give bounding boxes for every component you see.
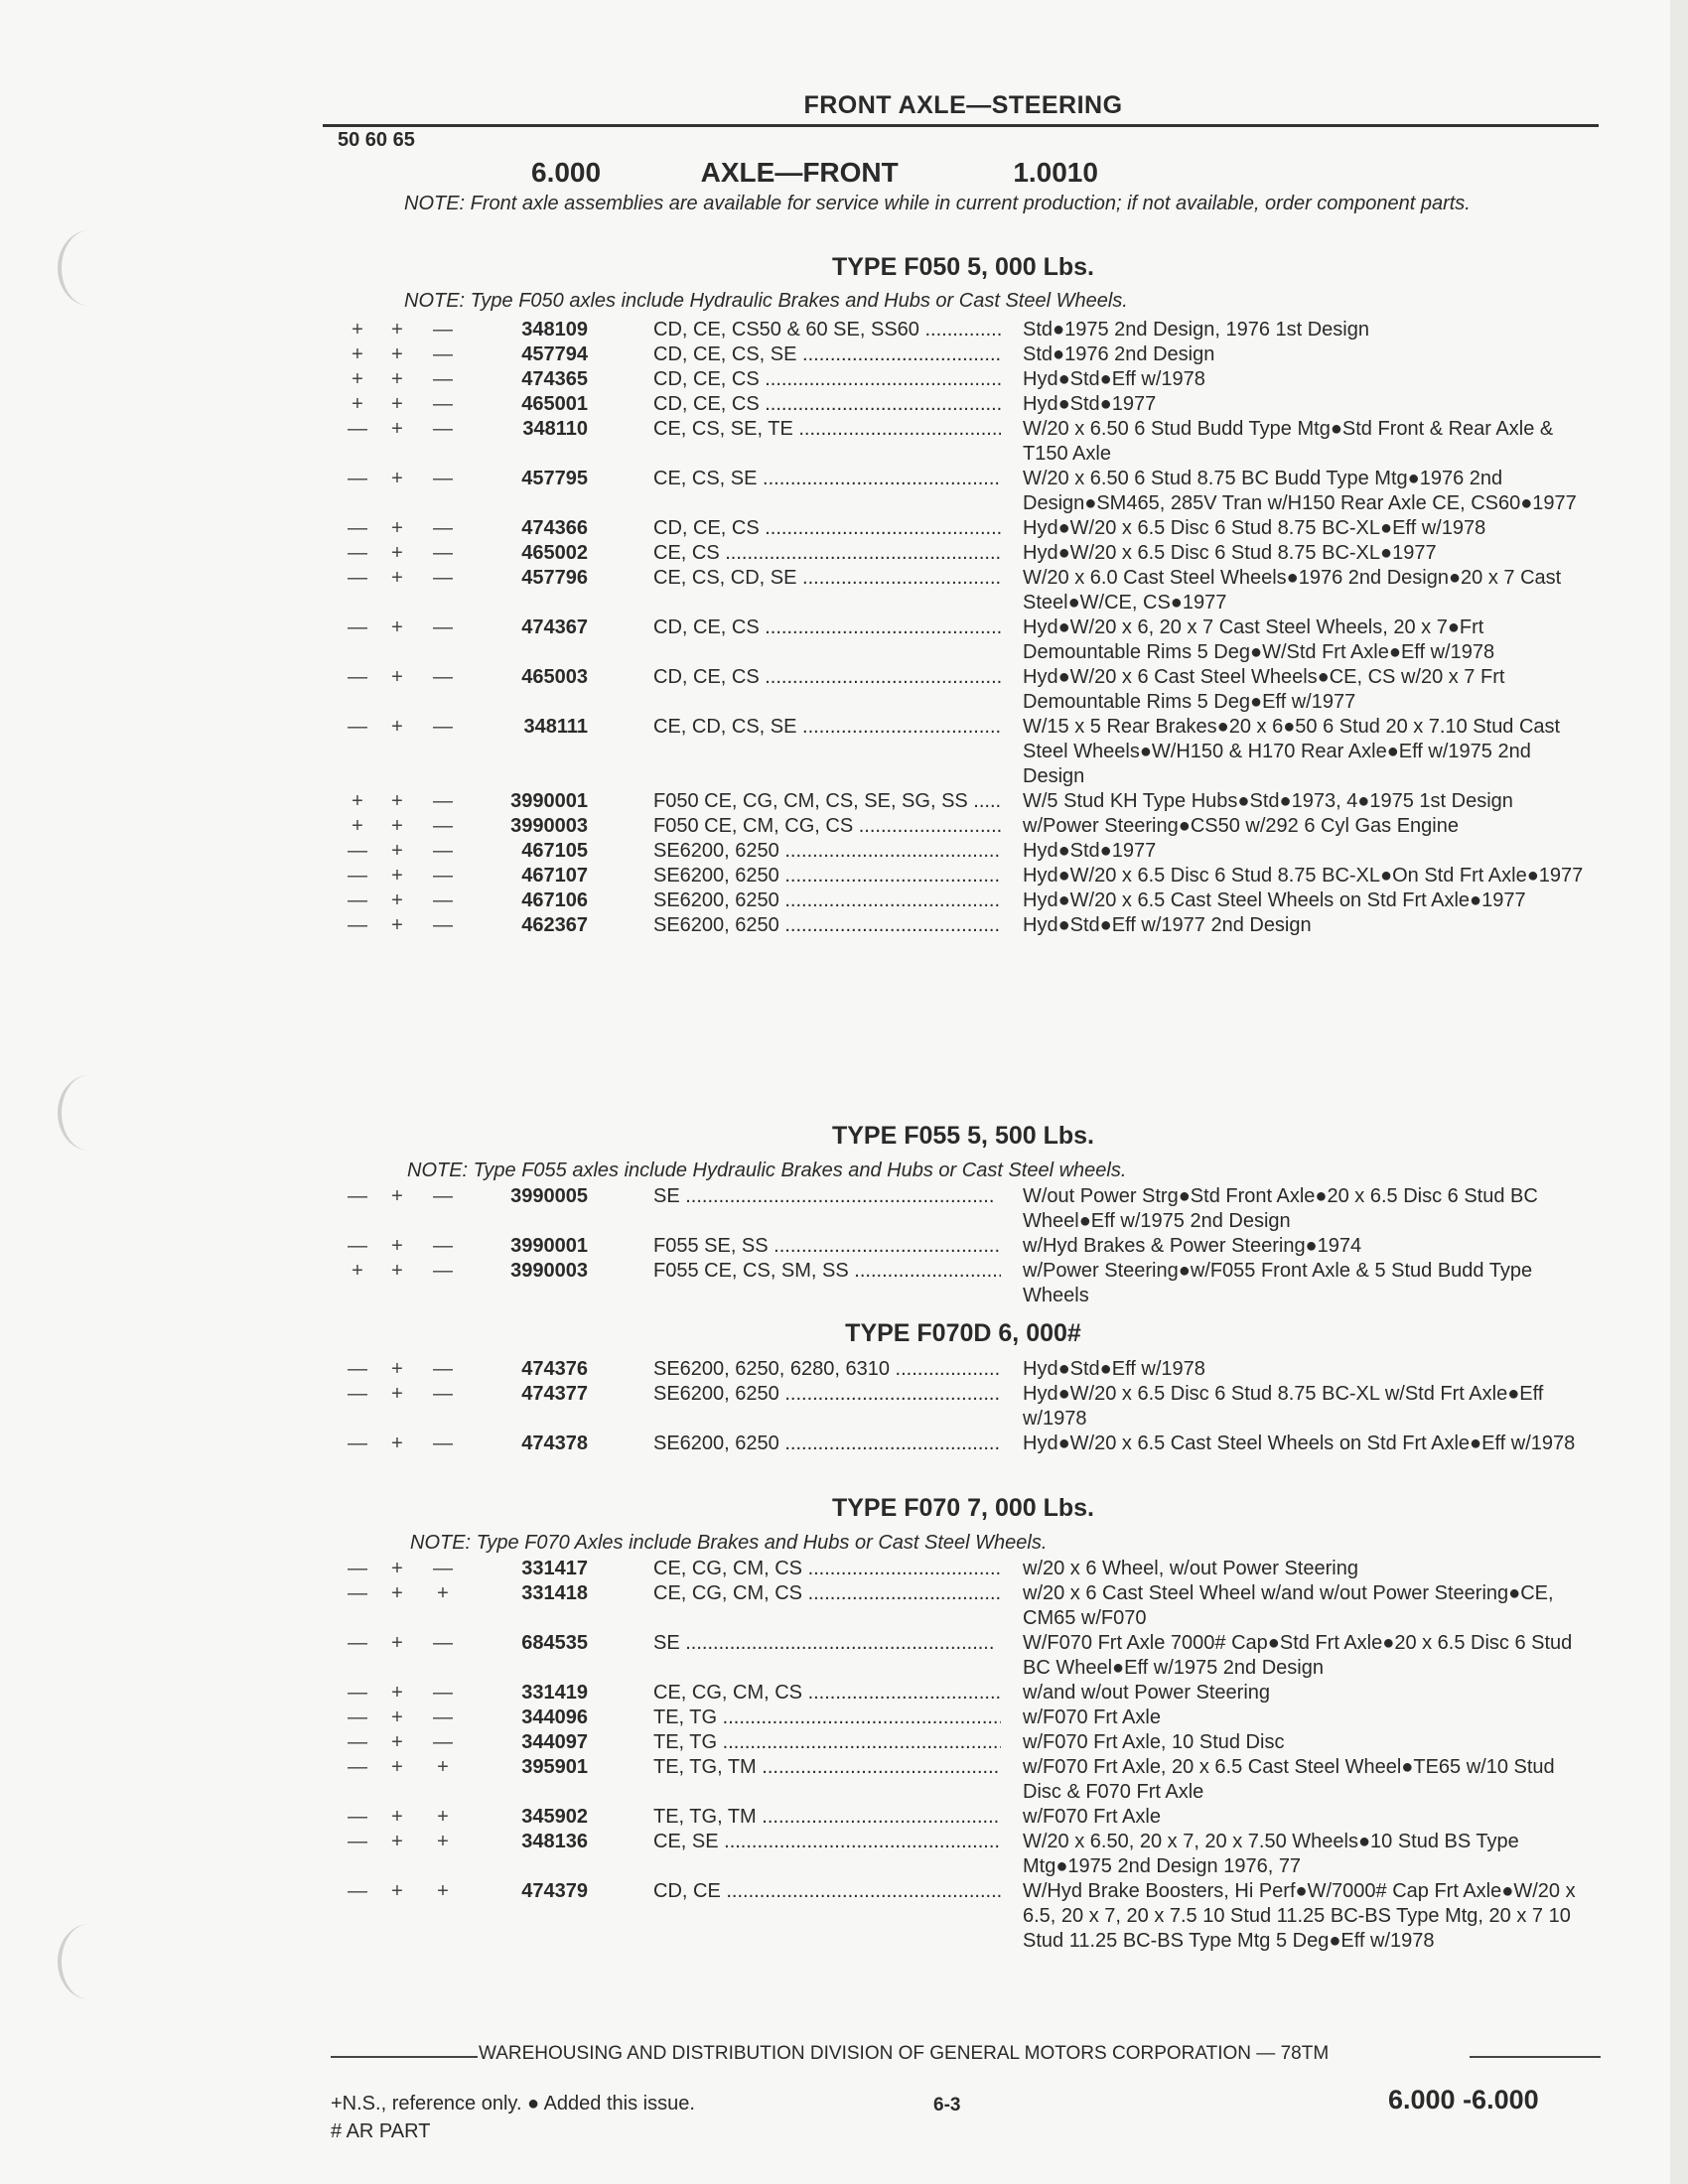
status-symbol: + <box>391 567 403 589</box>
parts-list-f070 <box>0 1557 1688 1954</box>
status-symbol: — <box>348 1806 367 1828</box>
table-row <box>0 1557 1688 1581</box>
model-codes: TE, TG, TM ..... <box>653 1805 1001 1830</box>
model-codes: SE6200, 6250 ..... <box>653 864 1001 888</box>
status-symbol: + <box>391 542 403 564</box>
intro-note: NOTE: Front axle assemblies are available for service while in current production; if not available, order component parts. <box>404 193 1471 214</box>
part-description: Hyd●Std●1977 <box>1023 840 1157 862</box>
part-number: 474365 <box>521 368 588 390</box>
part-description: Hyd●W/20 x 6, 20 x 7 Cast Steel Wheels, 20 x 7●Frt Demountable Rims 5 Deg●W/Std Frt Axle●Eff w/1978 <box>1023 616 1495 663</box>
part-number: 3990005 <box>510 1185 588 1207</box>
footer-rule-right <box>1470 2056 1601 2058</box>
part-number: 457795 <box>521 468 588 489</box>
status-symbol: + <box>391 914 403 936</box>
table-row <box>0 1730 1688 1755</box>
status-symbol: — <box>348 914 367 936</box>
part-description: W/20 x 6.0 Cast Steel Wheels●1976 2nd Design●20 x 7 Cast Steel●W/CE, CS●1977 <box>1023 567 1562 614</box>
status-symbol: — <box>433 1358 453 1380</box>
part-number: 3990003 <box>510 815 588 837</box>
model-codes: CD, CE ..... <box>653 1879 1001 1904</box>
group-title: TYPE F050 5, 000 Lbs. <box>831 253 1094 281</box>
part-description: w/20 x 6 Wheel, w/out Power Steering <box>1023 1558 1358 1579</box>
part-description: w/F070 Frt Axle, 10 Stud Disc <box>1023 1731 1285 1753</box>
status-symbol: — <box>433 1706 453 1728</box>
table-row <box>0 1357 1688 1382</box>
status-symbol: — <box>348 542 367 564</box>
part-description: w/F070 Frt Axle <box>1023 1806 1161 1828</box>
part-number: 331417 <box>521 1558 588 1579</box>
part-description: w/Hyd Brakes & Power Steering●1974 <box>1023 1235 1362 1257</box>
status-symbol: + <box>391 1880 403 1902</box>
table-row <box>0 615 1688 665</box>
status-symbol: + <box>391 1806 403 1828</box>
part-number: 474378 <box>521 1433 588 1454</box>
status-symbol: — <box>348 1756 367 1778</box>
status-symbol: + <box>391 418 403 440</box>
part-description: Hyd●Std●Eff w/1978 <box>1023 368 1205 390</box>
part-description: w/F070 Frt Axle <box>1023 1706 1161 1728</box>
part-description: Hyd●W/20 x 6 Cast Steel Wheels●CE, CS w/20 x 7 Frt Demountable Rims 5 Deg●Eff w/1977 <box>1023 666 1505 713</box>
status-symbol: + <box>391 790 403 812</box>
status-symbol: + <box>391 1358 403 1380</box>
part-number: 465001 <box>521 393 588 415</box>
status-symbol: + <box>391 1582 403 1604</box>
status-symbol: — <box>348 1632 367 1654</box>
table-row <box>0 1184 1688 1234</box>
status-symbol: — <box>348 1706 367 1728</box>
status-symbol: — <box>348 616 367 638</box>
model-codes: CD, CE, CS ..... <box>653 392 1001 417</box>
status-symbol: + <box>391 666 403 688</box>
model-codes: CE, CD, CS, SE ..... <box>653 715 1001 740</box>
group-title: TYPE F055 5, 500 Lbs. <box>831 1122 1094 1150</box>
part-number: 474379 <box>521 1880 588 1902</box>
part-number: 331418 <box>521 1582 588 1604</box>
model-codes: CD, CE, CS ..... <box>653 615 1001 640</box>
model-codes: SE6200, 6250 ..... <box>653 1432 1001 1456</box>
table-row <box>0 1234 1688 1259</box>
part-number: 465003 <box>521 666 588 688</box>
part-description: w/and w/out Power Steering <box>1023 1682 1271 1704</box>
status-symbol: — <box>433 616 453 638</box>
status-symbol: + <box>391 1756 403 1778</box>
status-symbol: + <box>391 889 403 911</box>
status-symbol: — <box>348 418 367 440</box>
model-codes: CE, CS, SE, TE ..... <box>653 417 1001 442</box>
status-symbol: — <box>433 468 453 489</box>
table-row <box>0 1706 1688 1730</box>
part-number: 467107 <box>521 865 588 887</box>
part-number: 467106 <box>521 889 588 911</box>
model-codes: F050 CE, CG, CM, CS, SE, SG, SS ..... <box>653 789 1001 814</box>
part-description: Hyd●W/20 x 6.5 Disc 6 Stud 8.75 BC-XL●Eff w/1978 <box>1023 517 1486 539</box>
header-rule <box>323 124 1599 127</box>
status-symbol: + <box>352 790 363 812</box>
model-codes: CE, CG, CM, CS ..... <box>653 1581 1001 1606</box>
status-symbol: + <box>352 343 363 365</box>
table-row <box>0 566 1688 615</box>
status-symbol: — <box>433 1558 453 1579</box>
model-codes: TE, TG ..... <box>653 1706 1001 1730</box>
status-symbol: — <box>433 1383 453 1405</box>
part-number: 3990003 <box>510 1260 588 1282</box>
status-symbol: — <box>433 666 453 688</box>
table-row <box>0 814 1688 839</box>
status-symbol: + <box>391 343 403 365</box>
part-description: W/20 x 6.50 6 Stud 8.75 BC Budd Type Mtg●1976 2nd Design●SM465, 285V Tran w/H150 Rear Axle CE, CS60●1977 <box>1023 468 1577 514</box>
table-row <box>0 342 1688 367</box>
table-row <box>0 516 1688 541</box>
status-symbol: — <box>433 368 453 390</box>
table-row <box>0 1382 1688 1432</box>
part-number: 3990001 <box>510 1235 588 1257</box>
part-description: Std●1976 2nd Design <box>1023 343 1215 365</box>
model-codes: SE6200, 6250 ..... <box>653 839 1001 864</box>
status-symbol: — <box>433 1235 453 1257</box>
section-range: 6.000 -6.000 <box>1388 2085 1539 2115</box>
binder-hole-1 <box>58 230 121 306</box>
part-number: 344096 <box>521 1706 588 1728</box>
part-description: w/20 x 6 Cast Steel Wheel w/and w/out Power Steering●CE, CM65 w/F070 <box>1023 1582 1554 1629</box>
part-description: W/15 x 5 Rear Brakes●20 x 6●50 6 Stud 20 x 7.10 Stud Cast Steel Wheels●W/H150 & H170 Rear Axle●Eff w/1975 2nd Design <box>1023 716 1561 787</box>
status-symbol: + <box>391 368 403 390</box>
section-heading <box>531 157 1098 189</box>
part-number: 474377 <box>521 1383 588 1405</box>
status-symbol: — <box>348 1831 367 1852</box>
model-codes: SE6200, 6250 ..... <box>653 913 1001 938</box>
status-symbol: + <box>391 815 403 837</box>
status-symbol: + <box>391 393 403 415</box>
status-symbol: — <box>433 542 453 564</box>
status-symbol: — <box>433 790 453 812</box>
part-number: 467105 <box>521 840 588 862</box>
status-symbol: — <box>433 343 453 365</box>
model-series: 50 60 65 <box>338 129 415 151</box>
model-codes: SE ..... <box>653 1184 1001 1209</box>
part-description: w/Power Steering●CS50 w/292 6 Cyl Gas Engine <box>1023 815 1459 837</box>
part-description: Hyd●W/20 x 6.5 Disc 6 Stud 8.75 BC-XL w/Std Frt Axle●Eff w/1978 <box>1023 1383 1544 1430</box>
table-row <box>0 392 1688 417</box>
status-symbol: + <box>391 1682 403 1704</box>
status-symbol: — <box>348 468 367 489</box>
model-codes: TE, TG, TM ..... <box>653 1755 1001 1780</box>
status-symbol: + <box>391 840 403 862</box>
status-symbol: — <box>348 1383 367 1405</box>
status-symbol: + <box>352 815 363 837</box>
parts-list-f070d <box>0 1357 1688 1456</box>
status-symbol: — <box>348 865 367 887</box>
status-symbol: — <box>348 1235 367 1257</box>
model-codes: TE, TG ..... <box>653 1730 1001 1755</box>
status-symbol: + <box>391 865 403 887</box>
status-symbol: + <box>391 1706 403 1728</box>
status-symbol: + <box>391 1433 403 1454</box>
status-symbol: — <box>348 1682 367 1704</box>
model-codes: CD, CE, CS ..... <box>653 367 1001 392</box>
part-description: Hyd●W/20 x 6.5 Cast Steel Wheels on Std Frt Axle●Eff w/1978 <box>1023 1433 1576 1454</box>
status-symbol: + <box>391 1632 403 1654</box>
table-row <box>0 715 1688 789</box>
group-note: NOTE: Type F070 Axles include Brakes and Hubs or Cast Steel Wheels. <box>410 1532 1048 1554</box>
part-number: 457794 <box>521 343 588 365</box>
status-symbol: + <box>391 1731 403 1753</box>
part-description: W/20 x 6.50 6 Stud Budd Type Mtg●Std Front & Rear Axle & T150 Axle <box>1023 418 1554 465</box>
table-row <box>0 913 1688 938</box>
table-row <box>0 839 1688 864</box>
model-codes: CD, CE, CS, SE ..... <box>653 342 1001 367</box>
status-symbol: + <box>391 1558 403 1579</box>
section-code: 1.0010 <box>1013 157 1098 188</box>
status-symbol: — <box>348 889 367 911</box>
status-symbol: + <box>391 1235 403 1257</box>
table-row <box>0 1755 1688 1805</box>
page-title: FRONT AXLE—STEERING <box>803 91 1123 119</box>
part-description: W/F070 Frt Axle 7000# Cap●Std Frt Axle●20 x 6.5 Disc 6 Stud BC Wheel●Eff w/1975 2nd Design <box>1023 1632 1573 1679</box>
group-title: TYPE F070 7, 000 Lbs. <box>831 1494 1094 1522</box>
status-symbol: + <box>391 1185 403 1207</box>
part-description: W/5 Stud KH Type Hubs●Std●1973, 4●1975 1st Design <box>1023 790 1513 812</box>
table-row <box>0 789 1688 814</box>
model-codes: CE, SE ..... <box>653 1830 1001 1854</box>
part-number: 345902 <box>521 1806 588 1828</box>
status-symbol: — <box>433 1185 453 1207</box>
footer-legend: +N.S., reference only. ● Added this issue. <box>331 2093 695 2115</box>
table-row <box>0 467 1688 516</box>
status-symbol: + <box>391 1383 403 1405</box>
status-symbol: + <box>391 319 403 341</box>
part-description: Hyd●W/20 x 6.5 Cast Steel Wheels on Std Frt Axle●1977 <box>1023 889 1526 911</box>
status-symbol: — <box>433 393 453 415</box>
status-symbol: — <box>433 716 453 738</box>
status-symbol: — <box>348 666 367 688</box>
status-symbol: + <box>352 319 363 341</box>
part-description: W/20 x 6.50, 20 x 7, 20 x 7.50 Wheels●10 Stud BS Type Mtg●1975 2nd Design 1976, 77 <box>1023 1831 1519 1877</box>
table-row <box>0 417 1688 467</box>
model-codes: CE, CS ..... <box>653 541 1001 566</box>
model-codes: F055 CE, CS, SM, SS ..... <box>653 1259 1001 1284</box>
part-number: 3990001 <box>510 790 588 812</box>
table-row <box>0 318 1688 342</box>
model-codes: SE ..... <box>653 1631 1001 1656</box>
part-number: 465002 <box>521 542 588 564</box>
part-number: 684535 <box>521 1632 588 1654</box>
group-title: TYPE F070D 6, 000# <box>845 1319 1081 1347</box>
part-number: 331419 <box>521 1682 588 1704</box>
status-symbol: + <box>391 1831 403 1852</box>
status-symbol: + <box>391 716 403 738</box>
status-symbol: — <box>433 1260 453 1282</box>
part-description: Hyd●Std●Eff w/1978 <box>1023 1358 1205 1380</box>
part-description: w/Power Steering●w/F055 Front Axle & 5 Stud Budd Type Wheels <box>1023 1260 1533 1306</box>
status-symbol: — <box>433 889 453 911</box>
table-row <box>0 665 1688 715</box>
status-symbol: — <box>348 567 367 589</box>
model-codes: CE, CS, SE ..... <box>653 467 1001 491</box>
model-codes: SE6200, 6250 ..... <box>653 888 1001 913</box>
status-symbol: + <box>391 517 403 539</box>
status-symbol: — <box>348 1433 367 1454</box>
status-symbol: — <box>433 1682 453 1704</box>
parts-list-f055 <box>0 1184 1688 1308</box>
part-number: 348109 <box>521 319 588 341</box>
status-symbol: — <box>433 1433 453 1454</box>
status-symbol: + <box>437 1582 449 1604</box>
table-row <box>0 1830 1688 1879</box>
table-row <box>0 541 1688 566</box>
section-name: AXLE—FRONT <box>700 157 899 188</box>
table-row <box>0 1581 1688 1631</box>
table-row <box>0 1805 1688 1830</box>
status-symbol: — <box>348 1582 367 1604</box>
status-symbol: — <box>348 1185 367 1207</box>
footer-legend-ar: # AR PART <box>331 2120 431 2142</box>
part-number: 344097 <box>521 1731 588 1753</box>
table-row <box>0 367 1688 392</box>
status-symbol: — <box>348 517 367 539</box>
part-description: Hyd●W/20 x 6.5 Disc 6 Stud 8.75 BC-XL●On Std Frt Axle●1977 <box>1023 865 1584 887</box>
status-symbol: + <box>391 616 403 638</box>
footer-division: WAREHOUSING AND DISTRIBUTION DIVISION OF GENERAL MOTORS CORPORATION — 78TM <box>479 2043 1330 2064</box>
part-number: 474366 <box>521 517 588 539</box>
model-codes: CD, CE, CS50 & 60 SE, SS60 ..... <box>653 318 1001 342</box>
status-symbol: — <box>433 319 453 341</box>
status-symbol: — <box>348 1558 367 1579</box>
status-symbol: + <box>352 393 363 415</box>
table-row <box>0 864 1688 888</box>
status-symbol: — <box>348 1358 367 1380</box>
part-number: 348111 <box>523 716 588 738</box>
model-codes: CE, CG, CM, CS ..... <box>653 1557 1001 1581</box>
status-symbol: — <box>433 840 453 862</box>
model-codes: CD, CE, CS ..... <box>653 665 1001 690</box>
part-number: 462367 <box>521 914 588 936</box>
status-symbol: + <box>352 1260 363 1282</box>
part-number: 457796 <box>521 567 588 589</box>
part-description: Hyd●W/20 x 6.5 Disc 6 Stud 8.75 BC-XL●1977 <box>1023 542 1437 564</box>
table-row <box>0 1259 1688 1308</box>
status-symbol: — <box>348 840 367 862</box>
part-description: Hyd●Std●1977 <box>1023 393 1157 415</box>
status-symbol: + <box>391 468 403 489</box>
status-symbol: + <box>437 1806 449 1828</box>
table-row <box>0 888 1688 913</box>
status-symbol: — <box>433 865 453 887</box>
footer-rule-left <box>331 2056 478 2058</box>
status-symbol: + <box>437 1880 449 1902</box>
status-symbol: + <box>437 1756 449 1778</box>
status-symbol: — <box>433 517 453 539</box>
table-row <box>0 1432 1688 1456</box>
part-description: W/out Power Strg●Std Front Axle●20 x 6.5 Disc 6 Stud BC Wheel●Eff w/1975 2nd Design <box>1023 1185 1538 1232</box>
table-row <box>0 1631 1688 1681</box>
group-note: NOTE: Type F050 axles include Hydraulic Brakes and Hubs or Cast Steel Wheels. <box>404 290 1128 312</box>
page-number: 6-3 <box>933 2095 961 2116</box>
part-number: 474367 <box>521 616 588 638</box>
table-row <box>0 1879 1688 1954</box>
status-symbol: — <box>433 914 453 936</box>
status-symbol: + <box>437 1831 449 1852</box>
model-codes: CE, CG, CM, CS ..... <box>653 1681 1001 1706</box>
status-symbol: — <box>433 1731 453 1753</box>
status-symbol: — <box>433 1632 453 1654</box>
model-codes: CD, CE, CS ..... <box>653 516 1001 541</box>
part-description: Std●1975 2nd Design, 1976 1st Design <box>1023 319 1369 341</box>
status-symbol: — <box>348 716 367 738</box>
part-number: 348110 <box>522 418 588 440</box>
model-codes: CE, CS, CD, SE ..... <box>653 566 1001 591</box>
part-description: W/Hyd Brake Boosters, Hi Perf●W/7000# Cap Frt Axle●W/20 x 6.5, 20 x 7, 20 x 7.5 10 Stud 11.25 BC-BS Type Mtg, 20 x 7 10 Stud 11.25 BC-BS Type Mtg 5 Deg●Eff w/1978 <box>1023 1880 1576 1952</box>
table-row <box>0 1681 1688 1706</box>
group-note: NOTE: Type F055 axles include Hydraulic Brakes and Hubs or Cast Steel wheels. <box>407 1160 1127 1181</box>
parts-list-f050 <box>0 318 1688 938</box>
model-codes: F055 SE, SS ..... <box>653 1234 1001 1259</box>
status-symbol: — <box>433 815 453 837</box>
status-symbol: — <box>433 418 453 440</box>
part-number: 395901 <box>521 1756 588 1778</box>
model-codes: SE6200, 6250, 6280, 6310 ..... <box>653 1357 1001 1382</box>
section-number: 6.000 <box>531 157 602 188</box>
model-codes: SE6200, 6250 ..... <box>653 1382 1001 1407</box>
part-description: w/F070 Frt Axle, 20 x 6.5 Cast Steel Wheel●TE65 w/10 Stud Disc & F070 Frt Axle <box>1023 1756 1555 1803</box>
part-number: 474376 <box>521 1358 588 1380</box>
model-codes: F050 CE, CM, CG, CS ..... <box>653 814 1001 839</box>
status-symbol: + <box>352 368 363 390</box>
binder-hole-2 <box>58 1075 121 1151</box>
status-symbol: — <box>348 1731 367 1753</box>
status-symbol: + <box>391 1260 403 1282</box>
status-symbol: — <box>348 1880 367 1902</box>
part-description: Hyd●Std●Eff w/1977 2nd Design <box>1023 914 1312 936</box>
part-number: 348136 <box>521 1831 588 1852</box>
status-symbol: — <box>433 567 453 589</box>
